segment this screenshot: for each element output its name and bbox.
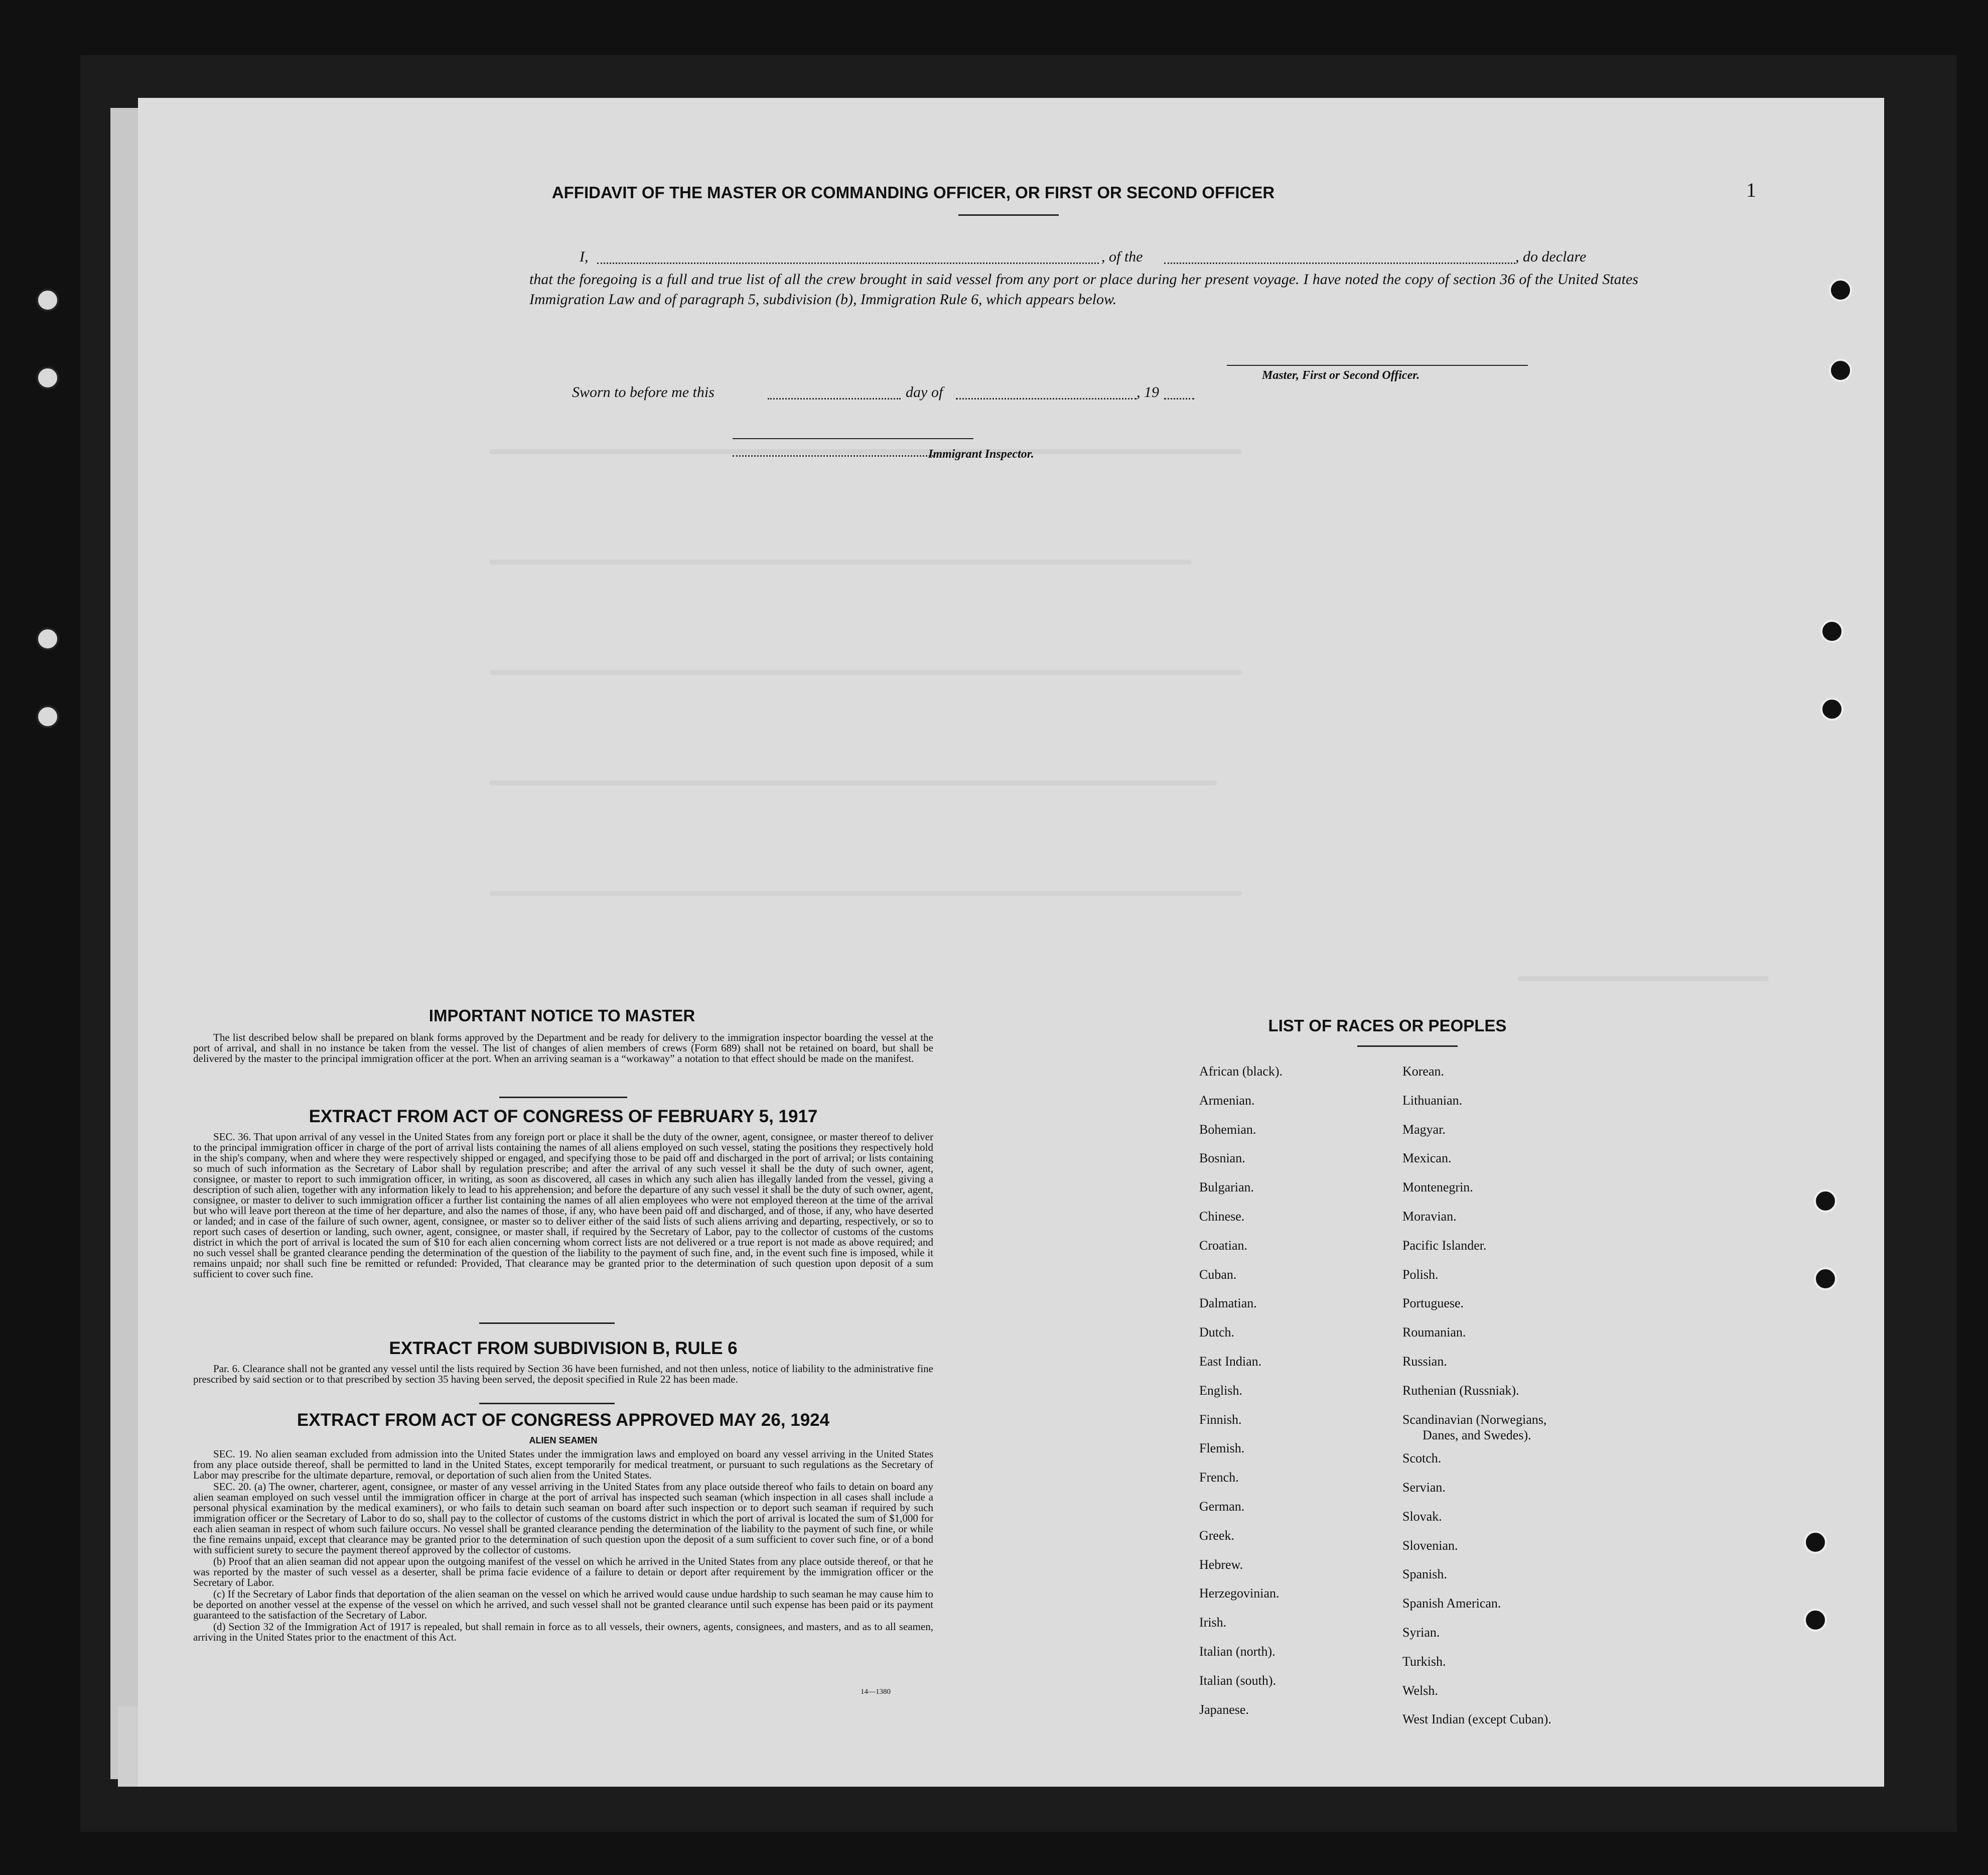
- race-item: German.: [1199, 1499, 1245, 1514]
- race-item: Pacific Islander.: [1402, 1238, 1487, 1253]
- races-title: LIST OF RACES OR PEOPLES: [1268, 1016, 1507, 1035]
- rule6-paragraph: Par. 6. Clearance shall not be granted any vessel until the lists required by Section 36 have been furnished, and not then unless, notice of liability to the administrative fine prescribed by said section or to that prescribed by section 35 having been served, the deposit specified in Rule 22 has been made.: [193, 1363, 933, 1385]
- race-item: Scotch.: [1402, 1451, 1442, 1466]
- notice-paragraph: The list described below shall be prepared on blank forms approved by the Department and be ready for delivery to the immigration inspector boarding the vessel at the port of arrival, and shall in no instance be taken from the vessel. The list of changes of alien members of crews (Form 689) shall not be retained on board, but shall be delivered by the master to the principal immigration officer at the port. When an arriving seaman is a “workaway” a notation to that effect should be made on the manifest.: [193, 1031, 933, 1064]
- binder-hole-icon: [1820, 620, 1843, 643]
- race-item: Korean.: [1402, 1064, 1445, 1079]
- race-item: Bulgarian.: [1199, 1180, 1254, 1195]
- race-item: Greek.: [1199, 1528, 1235, 1543]
- affidavit-line1: [580, 248, 1638, 269]
- race-item: Dutch.: [1199, 1325, 1235, 1340]
- extract-1917-title: EXTRACT FROM ACT OF CONGRESS OF FEBRUARY 5, 1917: [309, 1107, 818, 1126]
- race-item: French.: [1199, 1470, 1239, 1485]
- bleed-through-marks: [489, 449, 1242, 454]
- race-item: Italian (south).: [1199, 1673, 1276, 1688]
- race-item: Herzegovinian.: [1199, 1586, 1280, 1601]
- sworn-year-blank: [1164, 398, 1194, 399]
- sec20c-paragraph: (c) If the Secretary of Labor finds that deportation of the alien seaman on the vessel on which he arrived would cause undue hardship to such seaman he may cause him to be deported on another vessel at the expense of the vessel on which he arrived, and such vessel shall not be granted clearance until such expense has been paid or its payment guaranteed to the satisfaction of the Secretary of Labor.: [193, 1588, 933, 1621]
- binder-hole-icon: [1814, 1267, 1837, 1290]
- inspector-line: [733, 438, 973, 439]
- affidavit-body: that the foregoing is a full and true list of all the crew brought in said vessel from any port or place during her present voyage. I have noted the copy of section 36 of the United States Immigration Law and of paragraph 5, subdivision (b), Immigration Rule 6, which appears below.: [529, 271, 1638, 308]
- race-item: East Indian.: [1199, 1354, 1262, 1369]
- race-item: Chinese.: [1199, 1209, 1245, 1224]
- vessel-blank: [1164, 262, 1515, 264]
- extract-1924-title: EXTRACT FROM ACT OF CONGRESS APPROVED MAY 26, 1924: [297, 1410, 830, 1430]
- races-title-underline: [1357, 1045, 1458, 1047]
- race-item: Polish.: [1402, 1267, 1439, 1282]
- name-blank: [597, 262, 1099, 264]
- bleed-through-marks: [489, 780, 1217, 785]
- section-divider: [499, 1097, 627, 1098]
- day-of-label: day of: [906, 384, 943, 400]
- inspector-label: Immigrant Inspector.: [928, 448, 1034, 461]
- binder-hole-icon: [1804, 1531, 1827, 1554]
- race-item: Slovak.: [1402, 1509, 1442, 1524]
- label-do-declare: , do declare: [1515, 248, 1587, 265]
- alien-seamen-subtitle: ALIEN SEAMEN: [529, 1435, 598, 1445]
- race-item: Turkish.: [1402, 1654, 1446, 1669]
- binder-hole-icon: [1829, 359, 1852, 382]
- sworn-line: [572, 384, 1224, 404]
- binder-hole-icon: [1829, 279, 1852, 302]
- race-item: Syrian.: [1402, 1625, 1440, 1640]
- race-item: Armenian.: [1199, 1093, 1255, 1108]
- race-item: Montenegrin.: [1402, 1180, 1473, 1195]
- year-label: , 19: [1137, 384, 1159, 400]
- bleed-through-marks: [489, 670, 1242, 675]
- race-item: Scandinavian (Norwegians,: [1402, 1412, 1547, 1427]
- extract-rule6-text: [193, 1364, 933, 1386]
- race-item: Japanese.: [1199, 1702, 1249, 1717]
- section-divider: [479, 1322, 615, 1324]
- form-number: 14—1380: [861, 1688, 891, 1696]
- title-underline: [958, 214, 1059, 216]
- sec20a-paragraph: SEC. 20. (a) The owner, charterer, agent, consignee, or master of any vessel arriving in the United States from any place outside thereof who fails to detain on board any alien seaman employed on such vessel until the immigration officer in charge at the port of arrival has inspected such seaman (which inspection in all cases shall include a personal physical examination by the medical examiners), or who fails to detain such seaman on board after such inspection or to deport such seaman if required by such immigration officer or the Secretary of Labor to do so, shall pay to the collector of customs of the customs district in which the port of arrival is located the sum of $1,000 for each alien seaman in respect of whom such failure occurs. No vessel shall be granted clearance pending the determination of the liability to the payment of such fine, or while the fine remains unpaid, except that clearance may be granted prior to the determination of such question upon the deposit of a sum sufficient to cover such fine, or of a bond with sufficient surety to secure the payment thereof approved by the collector of customs.: [193, 1481, 933, 1556]
- binder-hole-icon: [1804, 1609, 1827, 1632]
- signature-line: [1227, 365, 1528, 366]
- race-item: Lithuanian.: [1402, 1093, 1463, 1108]
- extract-1924-text: [193, 1449, 933, 1644]
- race-item: Croatian.: [1199, 1238, 1248, 1253]
- sec20b-paragraph: (b) Proof that an alien seaman did not appear upon the outgoing manifest of the vessel on which he arrived in the United States from any place outside thereof, or that he was reported by the master of such vessel as a deserter, shall be prima facie evidence of a failure to detain or deport after requirement by the immigration officer or the Secretary of Labor.: [193, 1555, 933, 1588]
- underlying-page-edge: [110, 108, 140, 1779]
- inspector-dot-line: [733, 455, 933, 457]
- signature-label: Master, First or Second Officer.: [1262, 369, 1420, 382]
- binder-hole-icon: [1820, 698, 1843, 721]
- document-page: [138, 98, 1884, 1787]
- race-item: Bosnian.: [1199, 1151, 1245, 1166]
- sworn-day-blank: [768, 398, 901, 399]
- race-item: Mexican.: [1402, 1151, 1452, 1166]
- race-item: Irish.: [1199, 1615, 1227, 1630]
- race-item: Flemish.: [1199, 1441, 1245, 1456]
- race-item: Spanish.: [1402, 1567, 1447, 1582]
- race-item: Roumanian.: [1402, 1325, 1466, 1340]
- race-item: Slovenian.: [1402, 1538, 1458, 1553]
- sec20d-paragraph: (d) Section 32 of the Immigration Act of 1917 is repealed, but shall remain in force as to all vessels, their owners, agents, consignees, and masters, and as to all seamen, arriving in the United States prior to the enactment of this Act.: [193, 1621, 933, 1643]
- race-item: Finnish.: [1199, 1412, 1242, 1427]
- race-item: Hebrew.: [1199, 1557, 1243, 1572]
- notice-text: [193, 1032, 933, 1065]
- race-item: Italian (north).: [1199, 1644, 1275, 1659]
- race-item: Bohemian.: [1199, 1122, 1256, 1137]
- binder-hole-icon: [1814, 1189, 1837, 1213]
- label-i: I,: [580, 248, 589, 265]
- extract-rule6-title: EXTRACT FROM SUBDIVISION B, RULE 6: [389, 1338, 738, 1358]
- race-item: Servian.: [1402, 1480, 1446, 1495]
- race-item: Ruthenian (Russniak).: [1402, 1383, 1519, 1398]
- bleed-through-marks: [1518, 976, 1769, 981]
- bleed-through-marks: [489, 891, 1242, 896]
- label-of-the: , of the: [1101, 248, 1143, 265]
- binder-hole-icon: [36, 289, 59, 312]
- binder-hole-icon: [36, 366, 59, 389]
- race-item: Moravian.: [1402, 1209, 1457, 1224]
- sec19-paragraph: SEC. 19. No alien seaman excluded from admission into the United States under the immigration laws and employed on board any vessel arriving in the United States from any place outside thereof, shall be permitted to land in the United States, except temporarily for medical treatment, or pursuant to such regulations as the Secretary of Labor may prescribe for the ultimate departure, removal, or deportation of such alien from the United States.: [193, 1448, 933, 1481]
- race-item: West Indian (except Cuban).: [1402, 1712, 1551, 1727]
- race-item: Welsh.: [1402, 1683, 1438, 1698]
- affidavit-title: AFFIDAVIT OF THE MASTER OR COMMANDING OFFICER, OR FIRST OR SECOND OFFICER: [551, 183, 1275, 202]
- sworn-month-blank: [956, 398, 1137, 399]
- race-item: Spanish American.: [1402, 1596, 1501, 1611]
- bleed-through-marks: [489, 560, 1192, 565]
- extract-1917-text: [193, 1132, 933, 1280]
- sec36-paragraph: SEC. 36. That upon arrival of any vessel in the United States from any foreign port or place it shall be the duty of the owner, agent, consignee, or master thereof to deliver to the principal immigration officer in charge of the port of arrival lists containing the names of all aliens employed on such vessel, stating the positions they respectively hold in the ship's company, when and where they were respectively shipped or engaged, and specifying those to be paid off and discharged in the port of arrival; or lists containing so much of such information as the Secretary of Labor shall by regulation prescribe; and after the arrival of any such vessel it shall be the duty of such owner, agent, consignee, or master to report to such immigration officer, in writing, as soon as discovered, all cases in which any such alien has illegally landed from the vessel, giving a description of such alien, together with any information likely to lead to his apprehension; and before the departure of any such vessel it shall be the duty of such owner, agent, consignee, or master to deliver to such immigration officer a further list containing the names of all alien employees who were not employed thereon at the time of the arrival but who will leave port thereon at the time of her departure, and also the names of those, if any, who have been paid off and discharged, and of those, if any, who have deserted or landed; and in case of the failure of such owner, agent, consignee, or master so to deliver either of the said lists of such aliens arriving and departing, respectively, or so to report such cases of desertion or landing, such owner, agent, consignee, or master shall, if required by the Secretary of Labor, pay to the collector of customs of the customs district in which the port of arrival is located the sum of $10 for each alien concerning whom correct lists are not delivered or a true report is not made as above required; and no such vessel shall be granted clearance pending the determination of the question of the liability to the payment of such fine, and, in the event such fine is imposed, while it remains unpaid; nor shall such fine be remitted or refunded: Provided, That clearance may be granted prior to the determination of such question upon deposit of a sum sufficient to cover such fine.: [193, 1131, 933, 1280]
- race-item: African (black).: [1199, 1064, 1283, 1079]
- race-item: Cuban.: [1199, 1267, 1237, 1282]
- race-item: Danes, and Swedes).: [1423, 1428, 1531, 1443]
- race-item: Dalmatian.: [1199, 1296, 1257, 1311]
- race-item: Portuguese.: [1402, 1296, 1464, 1311]
- sworn-label: Sworn to before me this: [572, 384, 715, 400]
- binder-hole-icon: [36, 627, 59, 650]
- race-item: English.: [1199, 1383, 1242, 1398]
- race-item: Magyar.: [1402, 1122, 1446, 1137]
- section-divider: [479, 1403, 615, 1404]
- binder-hole-icon: [36, 705, 59, 728]
- race-item: Russian.: [1402, 1354, 1447, 1369]
- notice-title: IMPORTANT NOTICE TO MASTER: [429, 1006, 695, 1025]
- page-number: 1: [1746, 179, 1756, 201]
